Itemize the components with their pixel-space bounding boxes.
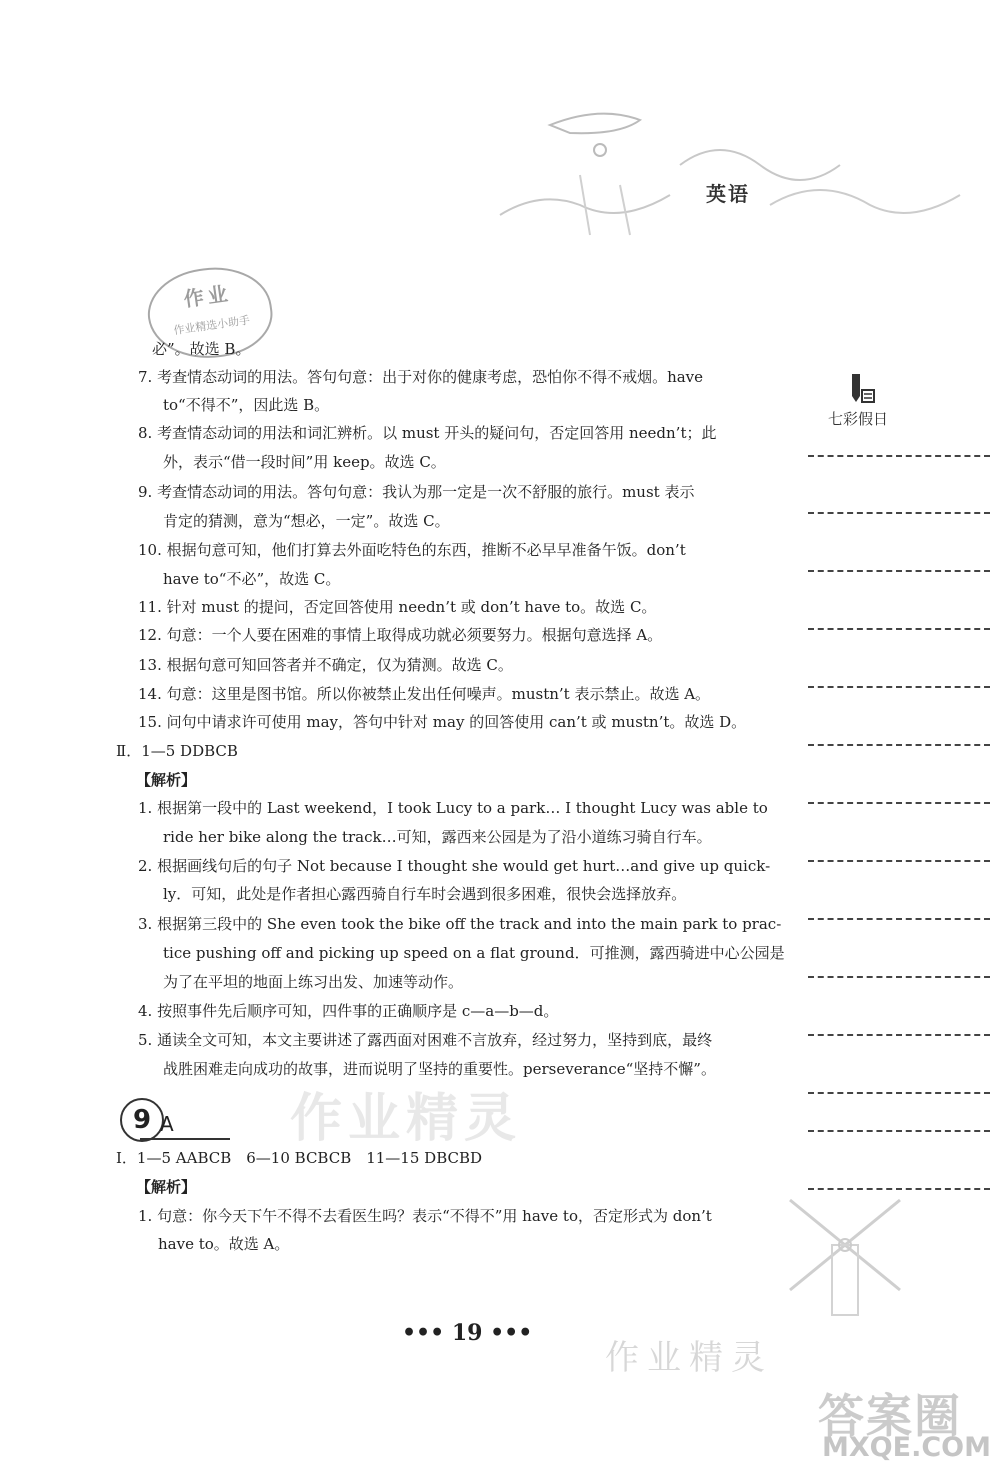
text-line: Ⅰ．1—5 AABCB 6—10 BCBCB 11—15 DBCBD [116, 1149, 483, 1167]
text-line: 3. 根据第三段中的 She even took the bike off the track and into the main park to prac- [138, 915, 782, 933]
text-line: Ⅱ．1—5 DDBCB [116, 742, 238, 760]
text-line: 1. 根据第一段中的 Last weekend，I took Lucy to a park… I thought Lucy was able to [138, 799, 768, 817]
text-line: 2. 根据画线句后的句子 Not because I thought she would get hurt…and give up quick- [138, 857, 771, 875]
text-line: have to。故选 A。 [158, 1235, 290, 1253]
text-line: 9. 考查情态动词的用法。答句句意：我认为那一定是一次不舒服的旅行。must 表示 [138, 483, 695, 501]
analysis-heading: 【解析】 [136, 1178, 197, 1196]
text-line: tice pushing off and picking up speed on a flat ground．可推测，露西骑进中心公园是 [163, 944, 785, 962]
note-line [808, 570, 990, 572]
sidebar-label: 七彩假日 [828, 410, 889, 428]
analysis-heading: 【解析】 [136, 771, 197, 789]
site-logo: 答案圈 [818, 1389, 962, 1443]
note-line [808, 918, 990, 920]
note-line [808, 1092, 990, 1094]
text-line: ly．可知，此处是作者担心露西骑自行车时会遇到很多困难，很快会选择放弃。 [163, 885, 687, 903]
text-line: 7. 考查情态动词的用法。答句句意：出于对你的健康考虑，恐怕你不得不戒烟。have [138, 368, 704, 386]
text-line: to“不得不”，因此选 B。 [163, 396, 330, 414]
section-number-badge: 9 [120, 1098, 164, 1142]
text-line: 1. 句意：你今天下午不得不去看医生吗？表示“不得不”用 have to，否定形式为 don’t [138, 1207, 712, 1225]
text-line: 15. 问句中请求许可使用 may，答句中针对 may 的回答使用 can’t 或 mustn’t。故选 D。 [138, 713, 747, 731]
page-number: ••• 19 ••• [402, 1320, 533, 1346]
text-line: ride her bike along the track…可知，露西来公园是为了沿小道练习骑自行车。 [163, 828, 712, 846]
text-line: 8. 考查情态动词的用法和词汇辨析。以 must 开头的疑问句，否定回答用 needn’t；此 [138, 424, 717, 442]
header-decoration-icon [480, 95, 980, 245]
note-line [808, 860, 990, 862]
footer-decoration: 作业精灵 [605, 1338, 773, 1378]
text-line: 为了在平坦的地面上练习出发、加速等动作。 [163, 973, 464, 991]
text-line: 必”。故选 B。 [152, 340, 251, 358]
text-line: 10. 根据句意可知，他们打算去外面吃特色的东西，推断不必早早准备午饭。don’t [138, 541, 686, 559]
text-line: 肯定的猜测，意为“想必，一定”。故选 C。 [163, 512, 450, 530]
note-line [808, 512, 990, 514]
note-line [808, 628, 990, 630]
header-title: 英语 [706, 182, 750, 206]
text-line: 外，表示“借一段时间”用 keep。故选 C。 [163, 453, 446, 471]
section-divider [140, 1138, 230, 1140]
note-line [808, 802, 990, 804]
text-line: 5. 通读全文可知，本文主要讲述了露西面对困难不言放弃，经过努力，坚持到底，最终 [138, 1031, 713, 1049]
note-line [808, 1130, 990, 1132]
note-line [808, 976, 990, 978]
text-line: 11. 针对 must 的提问，否定回答使用 needn’t 或 don’t have to。故选 C。 [138, 598, 657, 616]
section-letter: A [160, 1112, 174, 1136]
note-line [808, 455, 990, 457]
homework-stamp: 作业 作业精选小助手 [142, 260, 277, 366]
text-line: 战胜困难走向成功的故事，进而说明了坚持的重要性。perseverance“坚持不懈”。 [163, 1060, 716, 1078]
note-line [808, 686, 990, 688]
note-line [808, 1034, 990, 1036]
text-line: have to“不必”，故选 C。 [163, 570, 341, 588]
windmill-icon [770, 1190, 920, 1320]
text-line: 4. 按照事件先后顺序可知，四件事的正确顺序是 c—a—b—d。 [138, 1002, 559, 1020]
text-line: 12. 句意：一个人要在困难的事情上取得成功就必须要努力。根据句意选择 A。 [138, 626, 663, 644]
text-line: 14. 句意：这里是图书馆。所以你被禁止发出任何噪声。mustn’t 表示禁止。故选 A。 [138, 685, 711, 703]
pen-icon [848, 372, 878, 406]
watermark: 作业精灵 [290, 1089, 523, 1149]
text-line: 13. 根据句意可知回答者并不确定，仅为猜测。故选 C。 [138, 656, 513, 674]
site-url: MXQE.COM [822, 1432, 991, 1463]
note-line [808, 744, 990, 746]
